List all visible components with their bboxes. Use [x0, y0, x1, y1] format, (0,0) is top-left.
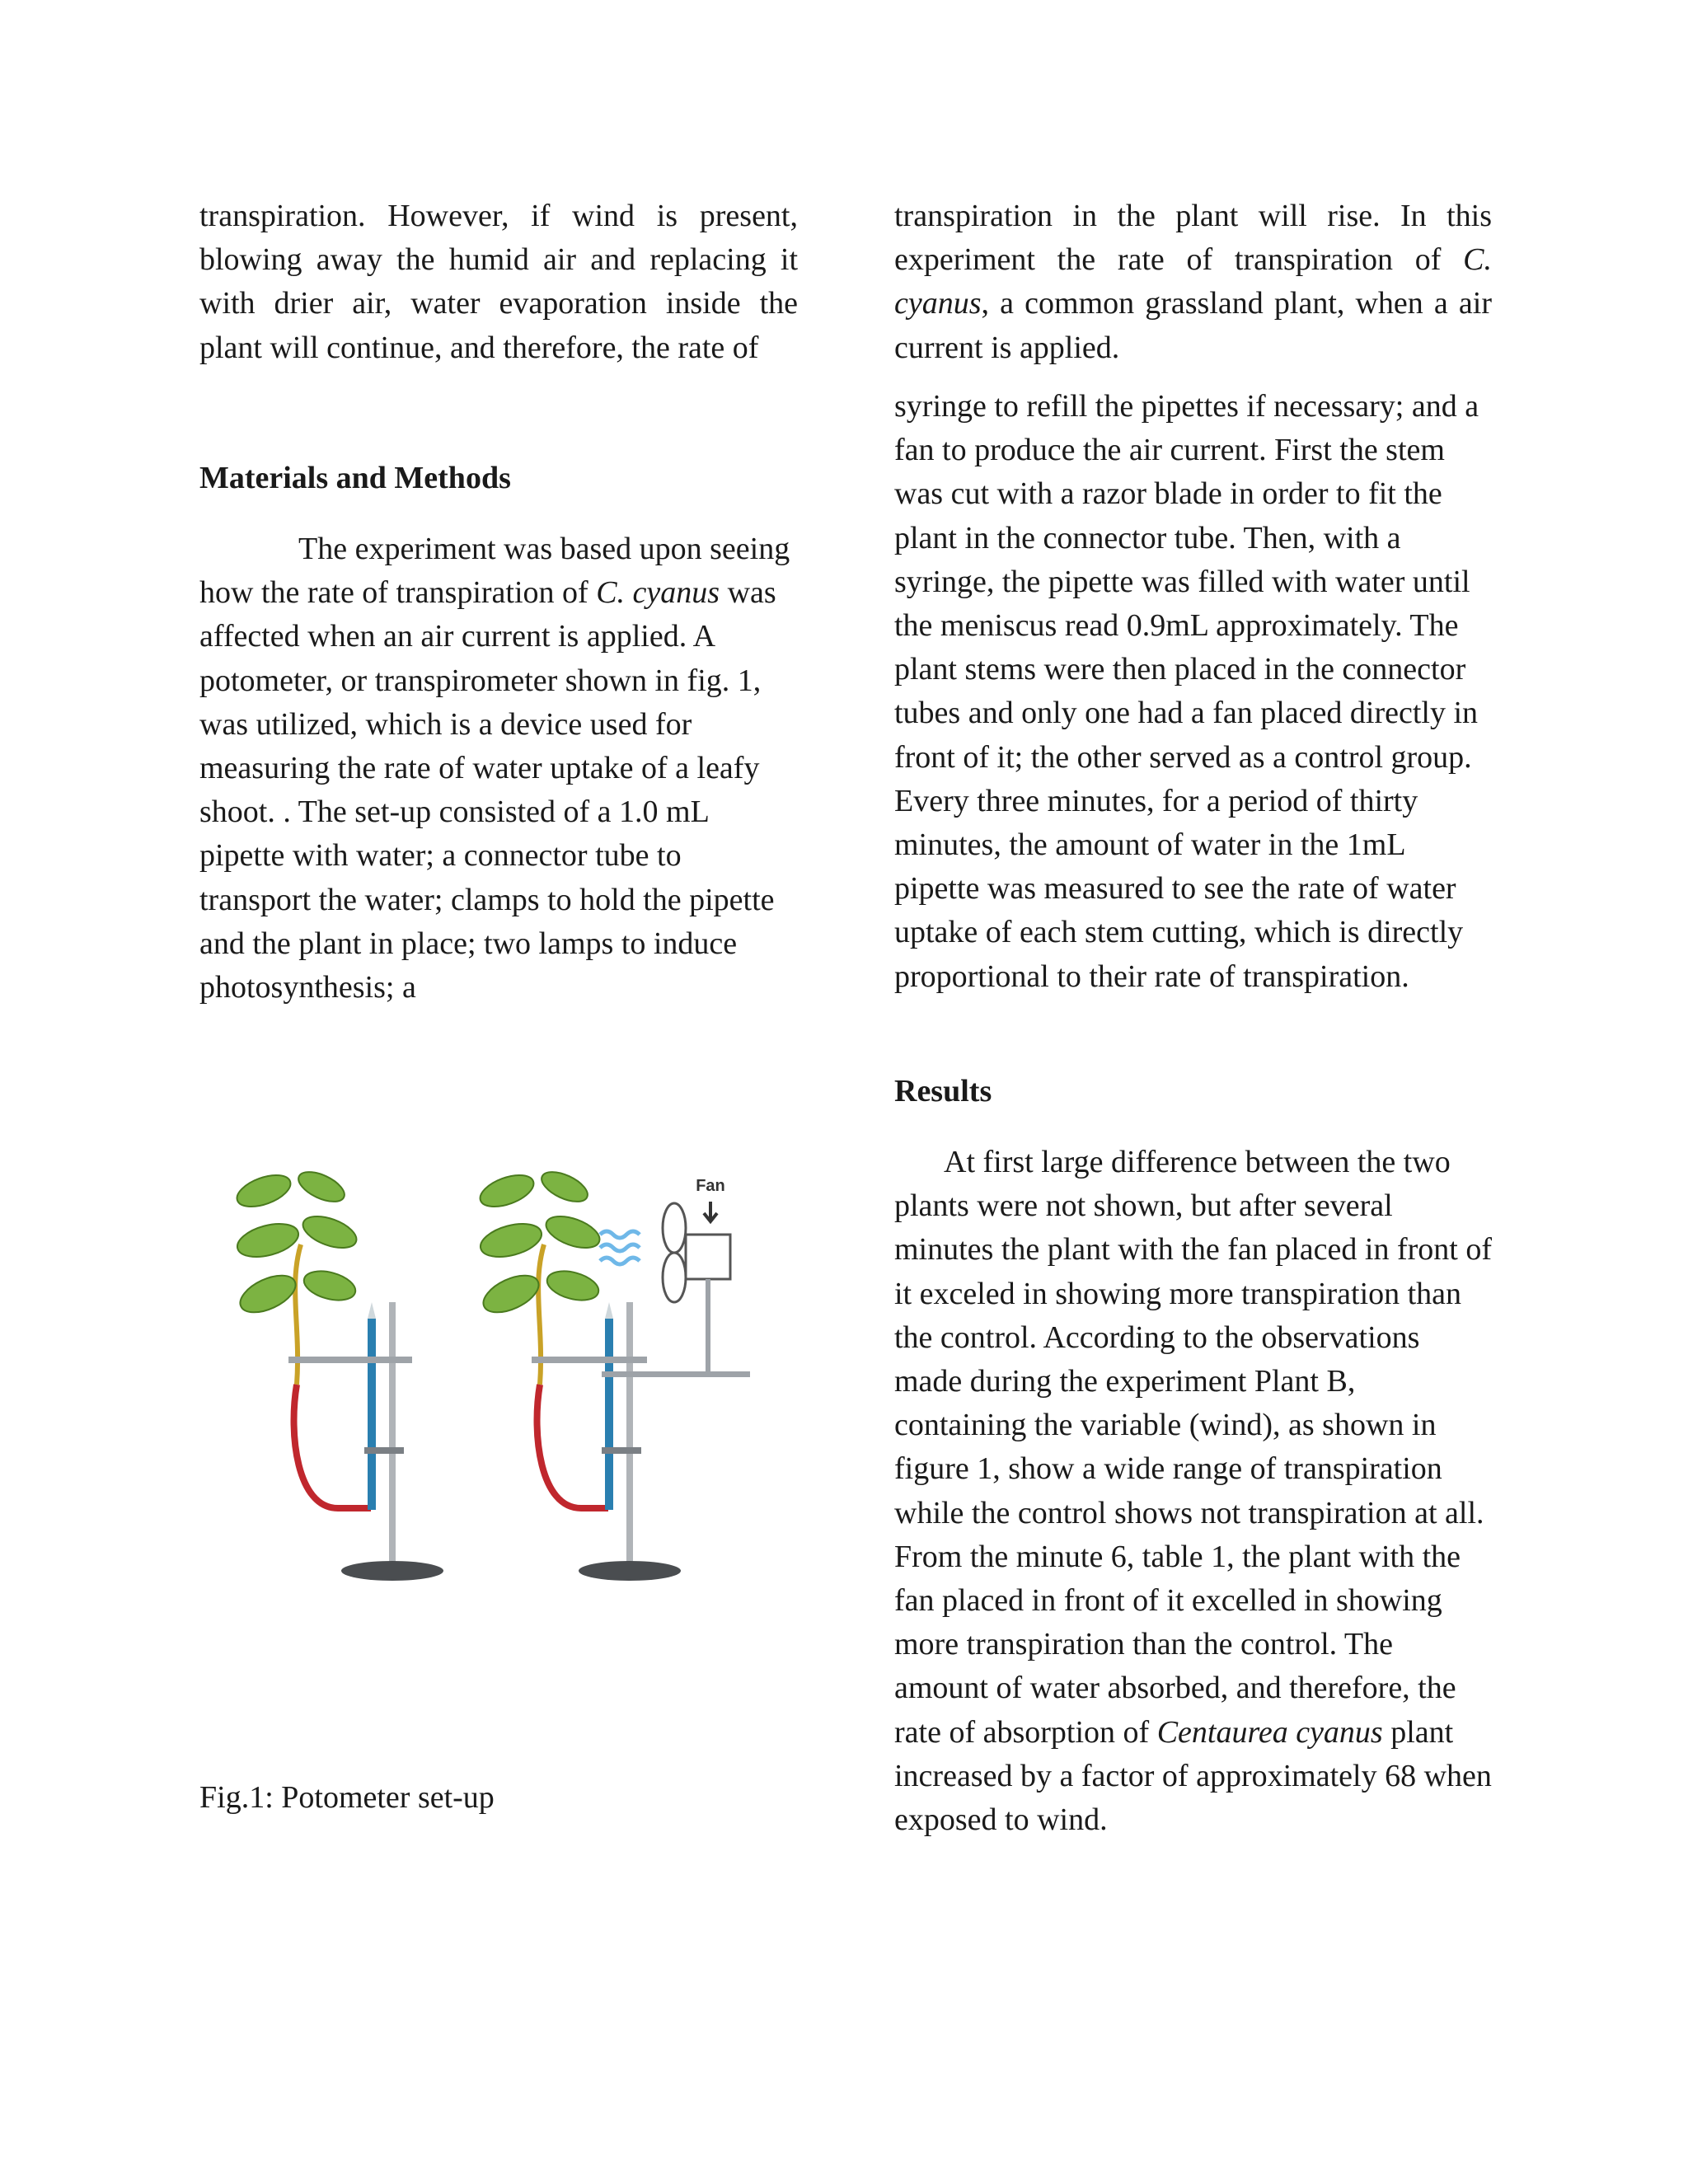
plant-b-clamp-bottom: [602, 1447, 641, 1454]
potometer-figure: [206, 1154, 791, 1607]
plant-b-leaf: [476, 1169, 538, 1212]
plant-a-pipette-tip: [368, 1302, 376, 1319]
plant-b-pipette: [605, 1319, 613, 1510]
plant-a-leaf: [234, 1218, 302, 1263]
plant-a-stand-base: [341, 1561, 443, 1581]
plant-b-leaf: [542, 1210, 604, 1254]
fan-arm: [602, 1371, 750, 1377]
methods-continued-paragraph: [894, 385, 1492, 999]
right-intro-species-name: C. cyanus: [894, 242, 1492, 321]
plant-b-leaf: [478, 1268, 544, 1319]
results-heading: Results: [894, 1074, 992, 1108]
plant-b-stand-base: [579, 1561, 681, 1581]
methods-species-name: C. cyanus: [596, 575, 720, 611]
plant-a-leaf: [294, 1166, 349, 1208]
left-intro-paragraph: [199, 194, 798, 370]
methods-continued-text: syringe to refill the pipettes if necessary; and a fan to produce the air current. First the stem was cut with a razor blade in order to fit the plant in the connector tube. Then, with a syringe, the pipette was filled with water until the meniscus read 0.9mL approximately. The plant stems were then placed in the connector tubes and only one had a fan placed directly in front of it; the other served as a control group. Every three minutes, for a period of thirty minutes, the amount of water in the 1mL pipette was measured to see the rate of water uptake of each stem cutting, which is directly proportional to their rate of transpiration.: [894, 389, 1479, 994]
plant-b-leaf: [544, 1266, 602, 1305]
right-intro-part1: transpiration in the plant will rise. In this experiment the rate of transpiration of: [894, 199, 1492, 278]
methods-heading: Materials and Methods: [199, 461, 511, 495]
plant-b-connector-tube: [537, 1385, 608, 1508]
results-text: [894, 1141, 1492, 1842]
methods-paragraph: [199, 527, 798, 1010]
plant-a-leaf: [235, 1268, 301, 1319]
plant-a-leaf: [299, 1210, 361, 1254]
methods-text-part2: was affected when an air current is applied. A potometer, or transpirometer shown in fig. 1, was utilized, which is a device used for measuring the rate of water uptake of a leafy shoot. . The set-up consisted of a 1.0 mL pipette with water; a connector tube to transport the water; clamps to hold the pipette and the plant in place; two lamps to induce photosynthesis; a: [199, 575, 776, 1005]
plant-a-potometer: [233, 1166, 443, 1581]
wind-waves-icon: [600, 1231, 640, 1264]
figure-caption: Fig.1: Potometer set-up: [199, 1780, 495, 1815]
results-paragraph: [894, 1141, 1492, 1842]
plant-a-connector-tube: [294, 1385, 371, 1508]
right-intro-text: [894, 194, 1492, 370]
results-text-part2: plant increased by a factor of approximately 68 when exposed to wind.: [894, 1714, 1492, 1838]
right-intro-part2: , a common grassland plant, when a air current is applied.: [894, 286, 1492, 365]
plant-b-pipette-tip: [605, 1302, 613, 1319]
left-intro-text: transpiration. However, if wind is present, blowing away the humid air and replacing it with drier air, water evaporation inside the plant will continue, and therefore, the rate of: [199, 199, 798, 365]
plant-a-pipette: [368, 1319, 376, 1510]
fan-icon: [663, 1203, 730, 1376]
methods-text: [199, 527, 798, 1010]
plant-a-clamp-bottom: [364, 1447, 404, 1454]
fan-label: Fan: [696, 1177, 725, 1195]
results-text-part1: At first large difference between the two plants were not shown, but after several minutes the plant with the fan placed in front of it exceled in showing more transpiration than the control. According to the observations made during the experiment Plant B, containing the variable (wind), as shown in figure 1, show a wide range of transpiration while the control shows not transpiration at all. From the minute 6, table 1, the plant with the fan placed in front of it excelled in showing more transpiration than the control. The amount of water absorbed, and therefore, the rate of absorption of: [894, 1145, 1492, 1750]
methods-text-part1: The experiment was based upon seeing how the rate of transpiration of: [199, 532, 790, 611]
results-species-name: Centaurea cyanus: [1156, 1714, 1383, 1750]
fan-arrow-icon: [704, 1202, 717, 1221]
plant-a-clamp-top: [288, 1357, 412, 1363]
plant-b-stem: [538, 1244, 544, 1385]
plant-a-leaf: [233, 1169, 295, 1212]
plant-b-leaf: [537, 1166, 592, 1208]
plant-a-leaf: [301, 1266, 359, 1305]
plant-b-leaf: [477, 1218, 546, 1263]
plant-a-stand-rod: [389, 1302, 396, 1566]
right-intro-paragraph: [894, 194, 1492, 370]
plant-a-stem: [295, 1244, 301, 1385]
plant-b-clamp-top: [532, 1357, 647, 1363]
plant-b-stand-rod: [626, 1302, 633, 1566]
